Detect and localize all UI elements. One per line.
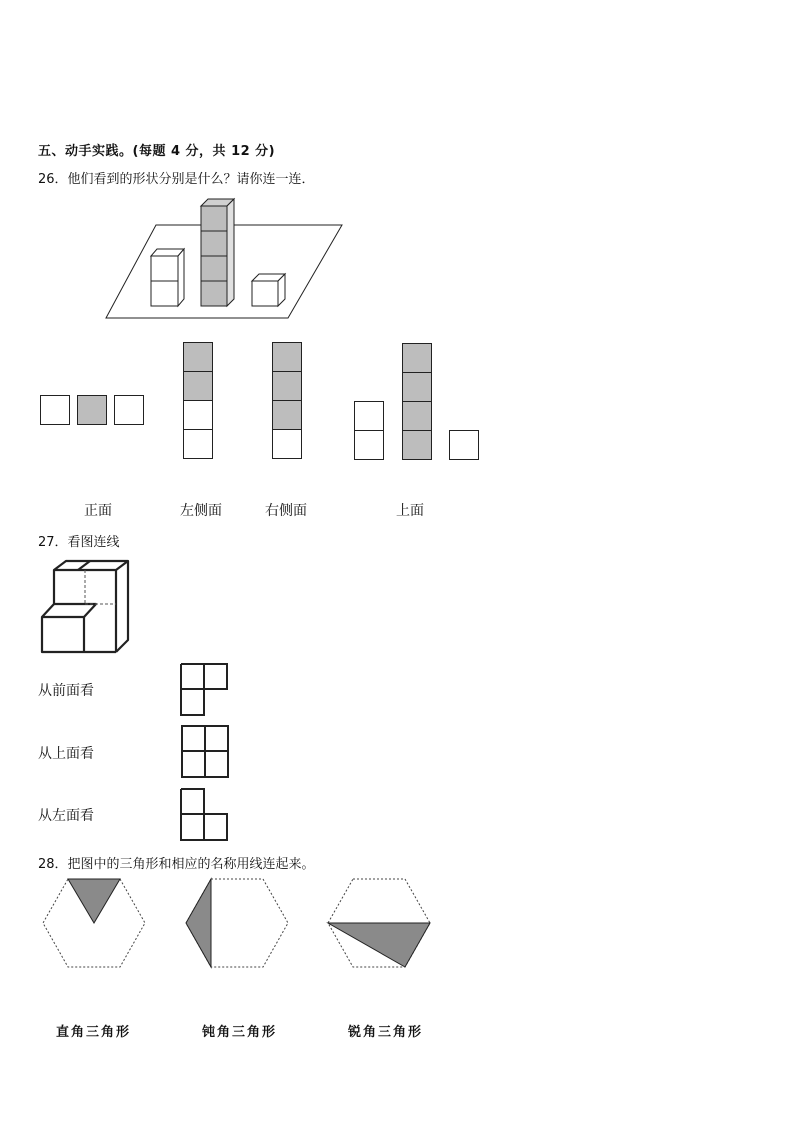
q27-view-shape-3 [180, 788, 228, 841]
top-view-shape [354, 343, 480, 461]
question-28-prompt: 28．把图中的三角形和相应的名称用线连起来。 [38, 857, 315, 872]
label-right-side: 右侧面 [265, 503, 307, 519]
label-from-top: 从上面看 [38, 746, 94, 762]
tall-cube-stack [201, 199, 234, 306]
label-right-triangle: 直角三角形 [56, 1025, 132, 1040]
left-side-view-shape [183, 342, 213, 459]
single-cube [252, 274, 285, 306]
q27-view-shape-1 [180, 663, 228, 717]
right-side-view-shape [272, 342, 302, 459]
hexagon-obtuse-triangle [185, 878, 289, 970]
q27-view-shape-2 [181, 725, 229, 778]
section-title: 五、动手实践。(每题 4 分，共 12 分) [38, 144, 276, 159]
label-front: 正面 [84, 503, 112, 519]
left-cube-stack [151, 249, 184, 306]
label-left-side: 左侧面 [180, 503, 222, 519]
q26-scene-illustration [100, 195, 350, 325]
question-26-prompt: 26．他们看到的形状分别是什么？请你连一连． [38, 172, 315, 187]
hexagon-right-triangle [42, 878, 146, 970]
front-view-shape [40, 395, 144, 425]
label-from-front: 从前面看 [38, 683, 94, 699]
label-from-left: 从左面看 [38, 808, 94, 824]
label-acute-triangle: 锐角三角形 [348, 1025, 424, 1040]
label-top: 上面 [396, 503, 424, 519]
q27-block-illustration [40, 560, 132, 655]
hexagon-acute-triangle [327, 878, 431, 970]
label-obtuse-triangle: 钝角三角形 [202, 1025, 278, 1040]
question-27-prompt: 27．看图连线 [38, 535, 120, 550]
